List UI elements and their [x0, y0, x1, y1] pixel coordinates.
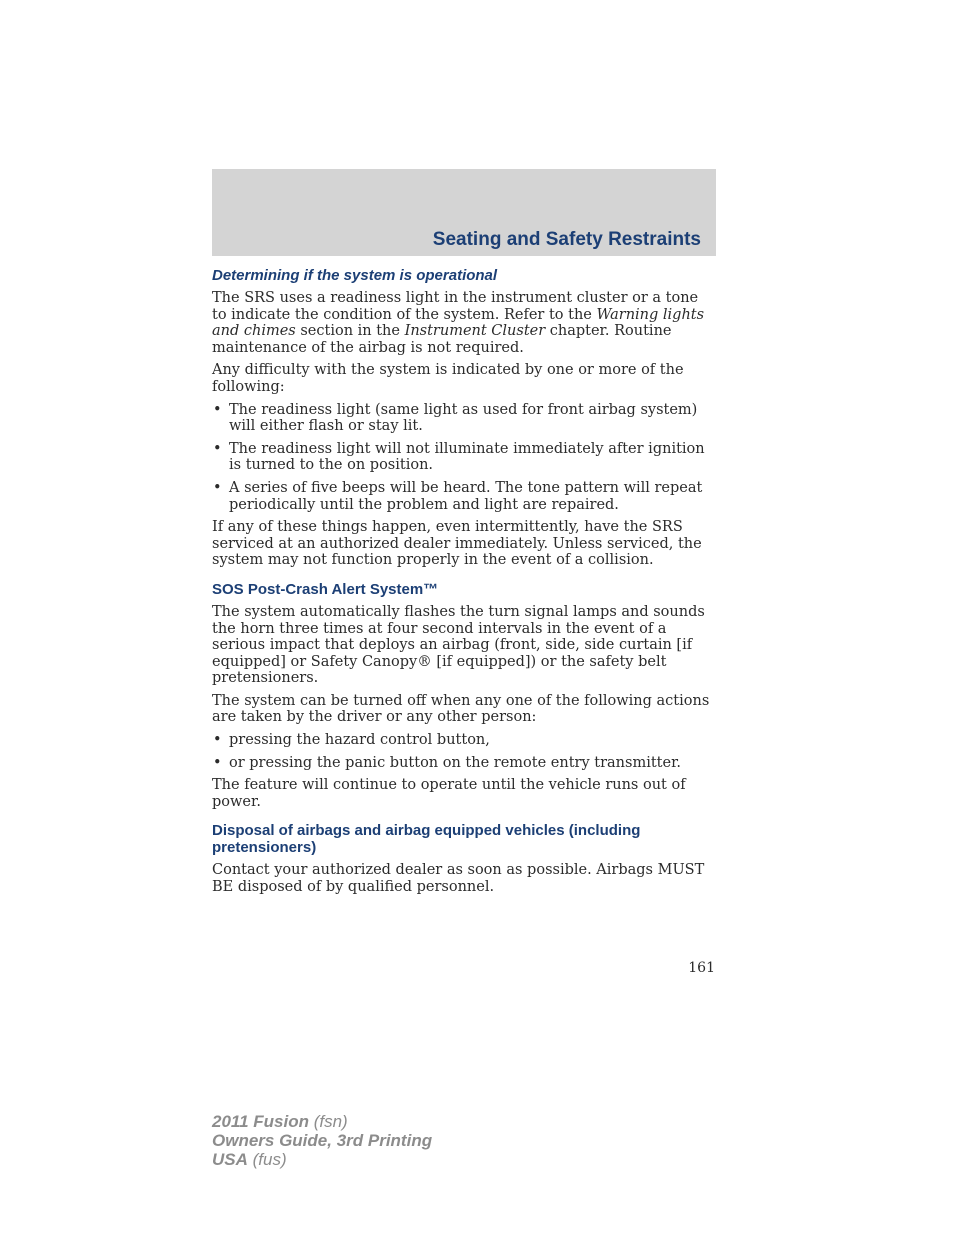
bullet-icon: • — [213, 754, 222, 771]
paragraph-sos-turn-off: The system can be turned off when any one of the following actions are taken by the driver or any other person: — [212, 692, 710, 726]
page-content — [212, 267, 716, 902]
document-footer — [212, 1112, 432, 1169]
page-number: 161 — [688, 960, 715, 976]
paragraph-feature-power: The feature will continue to operate until the vehicle runs out of power. — [212, 777, 686, 810]
paragraph-sos-description: The system automatically flashes the turn signal lamps and sounds the horn three times at four second intervals in the event of a serious impact that deploys an airbag (front, side, side curtain [if equipped] or Safety Canopy® [if equipped]) or the safety belt pretensioners. — [212, 603, 705, 687]
section-heading-disposal: Disposal of airbags and airbag equipped vehicles (including pretensioners) — [212, 822, 641, 857]
footer-line-market: USA (fus) — [212, 1150, 287, 1169]
paragraph-difficulty: Any difficulty with the system is indicated by one or more of the following: — [212, 362, 684, 395]
paragraph-disposal: Contact your authorized dealer as soon as possible. Airbags MUST BE disposed of by qualified personnel. — [212, 862, 705, 896]
chapter-title: Seating and Safety Restraints — [432, 229, 701, 250]
chapter-header-band — [212, 169, 716, 256]
paragraph-srs-readiness: The SRS uses a readiness light in the instrument cluster or a tone to indicate the condition of the system. Refer to the Warning lights and chimes section in the Instrument Cluster chapter. Routine maintenance of the airbag is not required. — [212, 290, 705, 356]
list-item: • The readiness light will not illuminate immediately after ignition is turned to the on position. — [213, 440, 705, 474]
section-heading-operational: Determining if the system is operational — [212, 267, 498, 284]
bullet-icon: • — [213, 479, 222, 496]
paragraph-service: If any of these things happen, even intermittently, have the SRS serviced at an authorized dealer immediately. Unless serviced, the system may not function properly in the event of a collision. — [212, 519, 702, 569]
difficulty-list — [212, 402, 716, 514]
bullet-icon: • — [213, 401, 222, 418]
footer-line-model: 2011 Fusion (fsn) — [212, 1112, 348, 1131]
list-item: • pressing the hazard control button, — [213, 732, 490, 749]
section-heading-sos: SOS Post-Crash Alert System™ — [212, 580, 439, 598]
list-item: • A series of five beeps will be heard. The tone pattern will repeat periodically until the problem and light are repaired. — [213, 479, 703, 513]
bullet-icon: • — [213, 440, 222, 457]
turn-off-list — [212, 732, 716, 771]
list-item: • or pressing the panic button on the remote entry transmitter. — [213, 754, 682, 771]
footer-line-guide: Owners Guide, 3rd Printing — [212, 1131, 433, 1150]
list-item: • The readiness light (same light as used for front airbag system) will either flash or stay lit. — [213, 401, 698, 435]
bullet-icon: • — [213, 732, 222, 749]
